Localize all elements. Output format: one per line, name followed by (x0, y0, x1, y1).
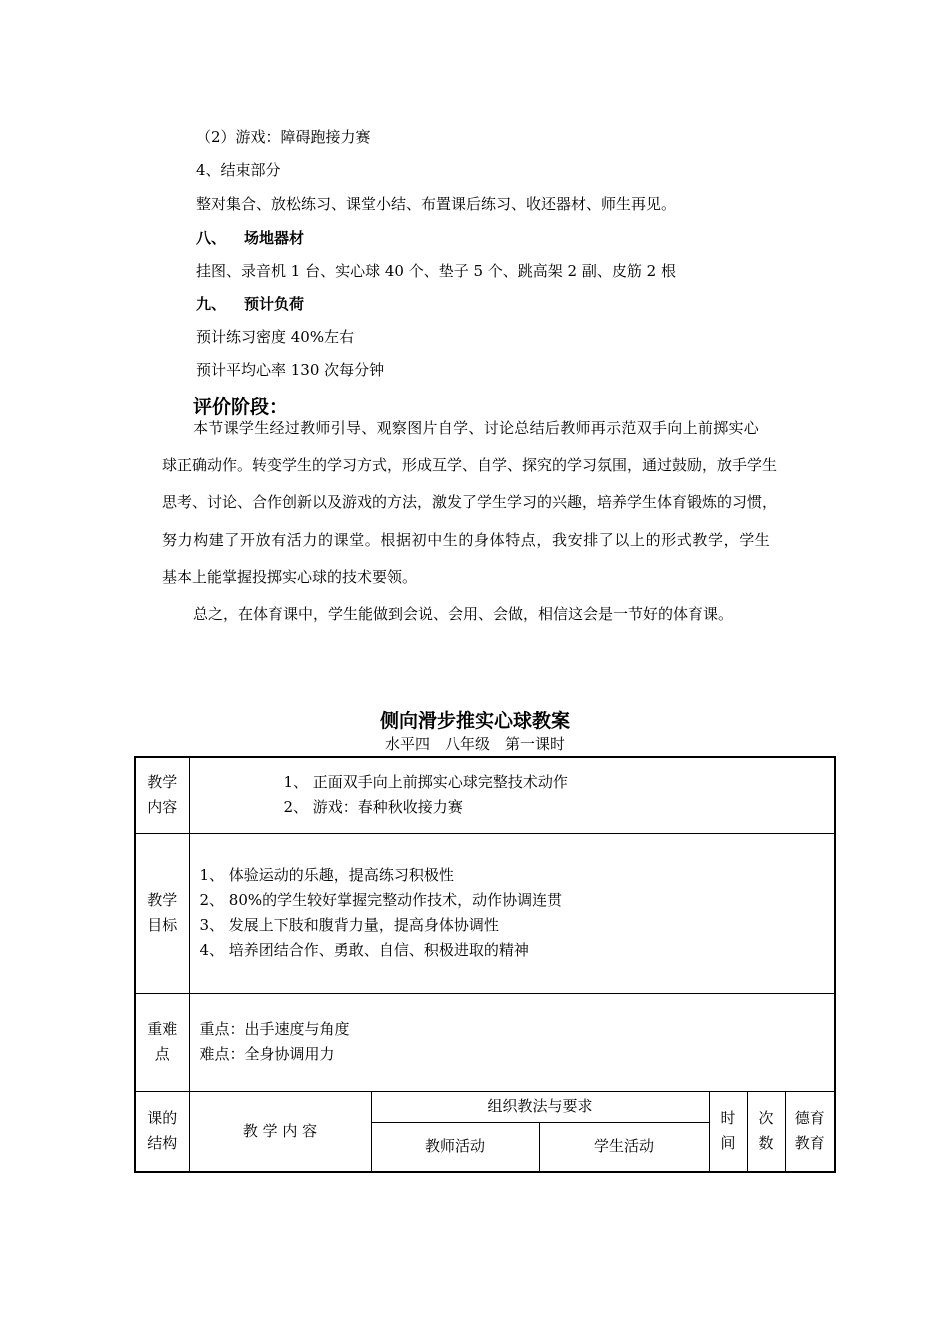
structure-header: 课的 结构 (135, 1091, 189, 1172)
goal-label: 教学 目标 (135, 833, 189, 993)
goal-item-1: 1、 体验运动的乐趣，提高练习积极性 (199, 866, 454, 884)
header-row-1 (135, 1091, 835, 1122)
difficult-point: 难点：全身协调用力 (199, 1045, 335, 1063)
evaluation-line-4: 努力构建了开放有活力的课堂。根据初中生的身体特点，我安排了以上的形式教学，学生 (162, 531, 771, 549)
key-cell (189, 993, 835, 1091)
content-label: 教学 内容 (135, 757, 189, 833)
load-heading-num: 九、 (196, 295, 227, 313)
time-header: 时 间 (709, 1091, 747, 1172)
evaluation-summary: 总之，在体育课中，学生能做到会说、会用、会做，相信这会是一节好的体育课。 (193, 605, 734, 623)
key-point: 重点：出手速度与角度 (199, 1020, 350, 1038)
end-part-heading: 4、结束部分 (196, 161, 281, 179)
plan-title: 侧向滑步推实心球教案 (379, 710, 570, 732)
goal-cell (189, 833, 835, 993)
key-label: 重难 点 (135, 993, 189, 1091)
content-item-2: 2、 游戏：春种秋收接力赛 (283, 798, 463, 817)
load-density: 预计练习密度 40%左右 (196, 328, 355, 346)
goal-row (135, 833, 835, 993)
venue-text: 挂图、录音机 1 台、实心球 40 个、垫子 5 个、跳高架 2 副、皮筋 2 根 (196, 262, 676, 280)
moral-header: 德育 教育 (785, 1091, 835, 1172)
method-header: 组织教法与要求 (371, 1091, 709, 1122)
lesson-plan-table (134, 756, 836, 1173)
evaluation-line-3: 思考、讨论、合作创新以及游戏的方法，激发了学生学习的兴趣，培养学生体育锻炼的习惯， (162, 493, 778, 511)
goal-item-3: 3、 发展上下肢和腹背力量，提高身体协调性 (199, 916, 499, 934)
content-header: 教 学 内 容 (189, 1091, 371, 1172)
student-header: 学生活动 (539, 1122, 709, 1172)
goal-item-4: 4、 培养团结合作、勇敢、自信、积极进取的精神 (199, 941, 529, 959)
goal-item-2: 2、 80%的学生较好掌握完整动作技术，动作协调连贯 (199, 891, 563, 909)
content-item-1: 1、 正面双手向上前掷实心球完整技术动作 (283, 773, 568, 792)
load-heading: 预计负荷 (244, 295, 305, 313)
evaluation-line-5: 基本上能掌握投掷实心球的技术要领。 (162, 568, 418, 586)
key-row (135, 993, 835, 1091)
content-row (135, 757, 835, 833)
evaluation-line-1: 本节课学生经过教师引导、观察图片自学、讨论总结后教师再示范双手向上前掷实心 (193, 419, 760, 437)
teacher-header: 教师活动 (371, 1122, 539, 1172)
venue-heading: 场地器材 (244, 229, 305, 247)
load-heart-rate: 预计平均心率 130 次每分钟 (196, 361, 385, 379)
count-header: 次 数 (747, 1091, 785, 1172)
venue-heading-num: 八、 (196, 229, 227, 247)
plan-subtitle: 水平四 八年级 第一课时 (384, 735, 565, 753)
game-line: （2）游戏：障碍跑接力赛 (196, 128, 371, 146)
end-part-text: 整对集合、放松练习、课堂小结、布置课后练习、收还器材、师生再见。 (196, 195, 677, 213)
evaluation-line-2: 球正确动作。转变学生的学习方式，形成互学、自学、探究的学习氛围，通过鼓励，放手学生 (162, 456, 778, 474)
evaluation-heading: 评价阶段： (193, 396, 289, 418)
content-cell (189, 757, 835, 833)
